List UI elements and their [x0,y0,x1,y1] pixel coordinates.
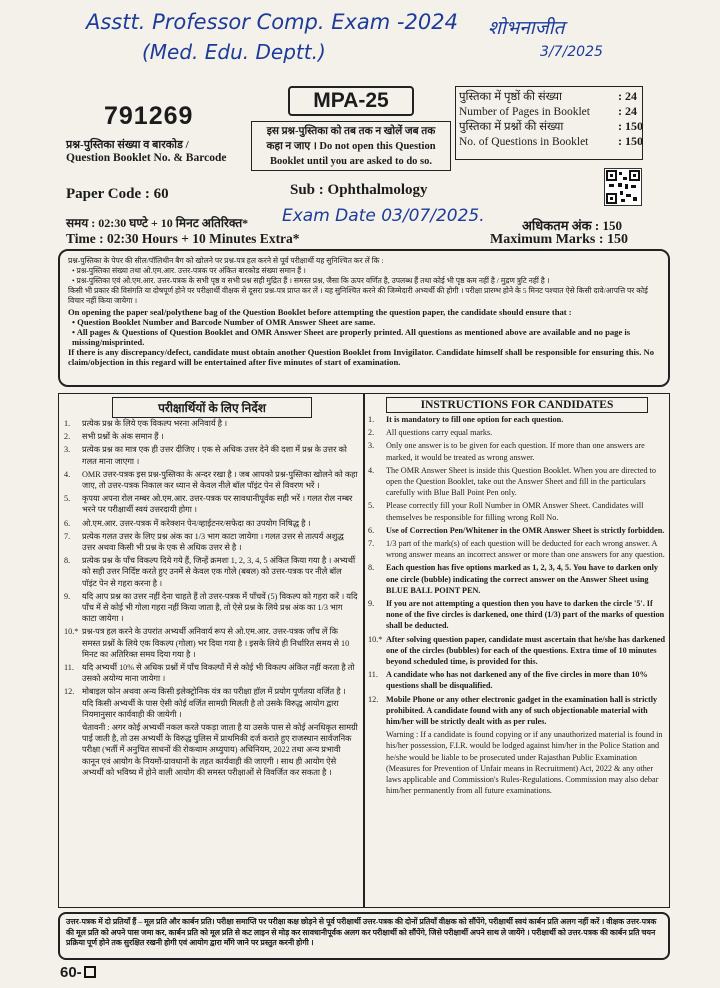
subject: Sub : Ophthalmology [290,182,428,198]
hindi-instruction-item-number: 6. [64,518,71,528]
english-instruction-item [366,440,668,462]
english-instruction-item-number: 3. [368,441,375,451]
english-instruction-item [366,500,668,522]
english-instruction-item-number: 4. [368,465,375,475]
hindi-instruction-item-text: प्रत्येक प्रश्न के लिये एक विकल्प भरना अनिवार्य है । [82,419,228,428]
do-not-open-notice: इस प्रश्न-पुस्तिका को तब तक न खोलें जब तक कहा न जाए । Do not open this Question Booklet until you are asked to do so. [251,121,451,171]
hindi-instruction-item-number: 10.* [64,627,79,637]
hindi-instruction-item [62,431,358,442]
hindi-instruction-item-text: प्रत्येक प्रश्न का मात्र एक ही उत्तर दीजिए । एक से अधिक उत्तर देने की दशा में प्रश्न के उत्तर को गलत माना जाएगा । [82,445,347,466]
hindi-instruction-item-text: ओ.एम.आर. उत्तर-पत्रक में करेक्शन पेन/व्हाईटनर/सफेदा का उपयोग निषिद्ध है । [82,518,311,528]
english-instruction-item-number: 8. [368,563,375,573]
english-instruction-item-number [366,729,386,796]
handwritten-exam-date: Exam Date 03/07/2025. [282,206,485,226]
english-instruction-item-text: It is mandatory to fill one option for each question. [386,415,564,424]
hindi-instruction-item [62,662,358,684]
hindi-instruction-item-number: 1. [64,419,71,428]
english-instruction-item [366,414,668,425]
hindi-instruction-item-text: प्रश्न-पत्र हल करने के उपरांत अभ्यर्थी अनिवार्य रूप से ओ.एम.आर. उत्तर-पत्रक जाँच लें कि समस्त प्रश्नों के लिये एक विकल्प (गोला) भर दिया गया है । इसके लिये ही निर्धारित समय से 10 मिनट का अतिरिक्त समय दिया गया है । [82,627,350,659]
english-instruction-item [366,669,668,691]
hindi-instruction-item-text: चेतावनी : अगर कोई अभ्यर्थी नकल करते पकड़ा जाता है या उसके पास से कोई अनधिकृत सामग्री पाई जाती है, तो उस अभ्यर्थी के विरुद्ध पुलिस में प्राथमिकी दर्ज कराते हुए राजस्थान सार्वजनिक परीक्षा (भर्ती में अनुचित साधनों की रोकथाम अध्युपाय) अधिनियम, 2022 तथा अन्य प्रभावी कानून एवं आयोग के नियमों-प्रावधानों के तहत कार्यवाही की जाएगी । साथ ही आयोग ऐसे अभ्यर्थी को भविष्य में होने वाली आयोग की समस्त परीक्षाओं से विवर्जित कर सकता है । [82,723,358,777]
english-instruction-item-number: 5. [368,501,375,511]
english-instruction-item [366,729,668,796]
english-instruction-item-number: 7. [368,539,375,549]
hindi-instruction-item [62,531,358,553]
english-instruction-item-number: 10.* [368,634,383,644]
notice-english-2: • Question Booklet Number and Barcode Number of OMR Answer Sheet are same. [72,317,376,327]
notice-english-4: If there is any discrepancy/defect, candidate must obtain another Question Booklet from Invigilator. Candidate himself shall be responsible for ensuring this. No claim/objection in this regard will be entertained after five minutes of start of examination. [68,347,655,367]
opening-notice-box [58,249,670,387]
hindi-instruction-item-number: 11. [64,663,74,673]
hindi-instruction-item [62,469,358,491]
english-instruction-item-text: Warning : If a candidate is found copying or if any unauthorized material is found in his/her possession, F.I.R. would be lodged against him/her in the Police Station and he/she would be liable to be prosecuted under Rajasthan Public Examination (Measures for Prevention of Unfair means in Recruitment) Act, 2022 & any other laws applicable and Commission's Rules-Regulations. Commission may also debar him/her permanently from all future examinations. [386,730,663,796]
booklet-counts-values: : 24 : 24 : 150 : 150 [618,89,643,148]
time-hindi: समय : 02:30 घण्टे + 10 मिनट अतिरिक्त* [66,216,249,230]
hindi-instruction-item-text: कृपया अपना रोल नम्बर ओ.एम.आर. उत्तर-पत्रक पर सावधानीपूर्वक सही भरें । गलत रोल नम्बर भरने पर परीक्षार्थी स्वयं उत्तरदायी होगा । [82,494,353,515]
english-instruction-item-number: 2. [368,428,375,438]
handwritten-signature: शोभनाजीत [488,17,565,39]
square-icon [84,966,96,978]
hindi-instruction-item-text: मोबाइल फोन अथवा अन्य किसी इलेक्ट्रोनिक यंत्र का परीक्षा हॉल में प्रयोग पूर्णतया वर्जित है । यदि किसी अभ्यर्थी के पास ऐसी कोई वर्जित सामग्री मिलती है तो उसके विरुद्ध आयोग द्वारा नियमानुसार कार्यवाही की जायेगी । [82,687,346,719]
hindi-instruction-item-number: 9. [64,591,71,601]
booklet-counts-box [455,86,643,160]
english-instruction-item [366,427,668,438]
instructions-list-hindi [62,418,358,780]
hindi-instruction-item-number: 5. [64,494,71,504]
series-code-box [288,86,414,116]
hindi-instruction-item-number: 4. [64,469,71,479]
hindi-instruction-item-number: 12. [64,687,75,697]
notice-english-3: • All pages & Questions of Question Booklet and OMR Answer Sheet are properly printed. All questions as mentioned above are available and no page is missing/misprinted. [72,327,631,347]
hindi-instruction-item [62,555,358,589]
english-instruction-item [366,465,668,499]
english-instruction-item-text: The OMR Answer Sheet is inside this Question Booklet. When you are directed to open the Question Booklet, take out the Answer Sheet and fill in the particulars carefully with Blue Ball Point Pen only. [386,465,656,498]
hindi-instruction-item-text: यदि आप प्रश्न का उत्तर नहीं देना चाहते हैं तो उत्तर-पत्रक में पाँचवें (5) विकल्प को गहरा करें । यदि पाँच में से कोई भी गोला गहरा नहीं किया जाता है, तो ऐसे प्रश्न के लिये प्रश्न अंक का 1/3 भाग काटा जायेगा । [82,591,358,624]
questions-label-english: No. of Questions in Booklet [459,136,589,148]
english-instruction-item-text: Use of Correction Pen/Whitener in the OMR Answer Sheet is strictly forbidden. [386,525,665,535]
pages-label-hindi: पुस्तिका में पृष्ठों की संख्या [459,91,562,103]
english-instruction-item-text: Only one answer is to be given for each question. If more than one answers are marked, it would be treated as wrong answer. [386,441,645,462]
hindi-instruction-item [62,444,358,466]
notice-hindi-1: प्रश्न-पुस्तिका के पेपर की सील/पॉलिथीन बैग को खोलने पर प्रश्न-पत्र हल करने से पूर्व परीक्षार्थी यह सुनिश्चित कर लें कि : [68,256,384,265]
series-code: MPA-25 [313,89,389,112]
instructions-title-hindi: परीक्षार्थियों के लिए निर्देश [112,397,312,418]
english-instruction-item-number: 6. [368,525,375,535]
signature-date: 3/7/2025 [540,44,603,60]
english-instruction-item-number: 12. [368,694,379,704]
pages-label-english: Number of Pages in Booklet [459,106,590,118]
handwritten-exam-title: Asstt. Professor Comp. Exam -2024 [86,10,458,34]
booklet-label-english: Question Booklet No. & Barcode [66,152,227,164]
hindi-instruction-item [62,626,358,660]
hindi-instruction-item [62,686,358,720]
english-instruction-item-text: If you are not attempting a question then you have to darken the circle '5'. If none of the five circles is darkened, one third (1/3) part of the marks of question shall be deducted. [386,599,665,631]
hindi-instruction-item-number: 8. [64,556,71,566]
hindi-instruction-item-number: 7. [64,531,71,541]
hindi-instruction-item-text: यदि अभ्यर्थी 10% से अधिक प्रश्नों में पाँच विकल्पों में से कोई भी विकल्प अंकित नहीं करता है तो उसको अयोग्य माना जायेगा । [82,663,355,684]
hindi-instruction-item [62,418,358,429]
english-instruction-item [366,694,668,728]
instructions-title-english: INSTRUCTIONS FOR CANDIDATES [386,397,648,413]
english-instruction-item-text: 1/3 part of the mark(s) of each question will be deducted for each wrong answer. A wrong answer means an incorrect answer or more than one answers for any question. [386,539,665,560]
english-instruction-item [366,634,668,668]
time-english: Time : 02:30 Hours + 10 Minutes Extra* [66,231,300,246]
hindi-instruction-item-number: 3. [64,445,71,455]
page-code: 60- [60,964,96,981]
max-marks-hindi: अधिकतम अंक : 150 [522,218,622,233]
handwritten-department: (Med. Edu. Deptt.) [142,40,326,64]
notice-hindi-2: • प्रश्न-पुस्तिका संख्या तथा ओ.एम.आर. उत्तर-पत्रक पर अंकित बारकोड संख्या समान हैं । [72,266,306,275]
english-instruction-item-number: 1. [368,415,375,424]
instructions-divider [363,393,365,908]
english-instruction-item-text: A candidate who has not darkened any of the five circles in more than 10% questions shall be disqualified. [386,670,648,691]
english-instruction-item [366,525,668,536]
instructions-list-english [366,414,668,799]
paper-code: Paper Code : 60 [66,186,169,202]
english-instruction-item-text: Mobile Phone or any other electronic gadget in the examination hall is strictly prohibited. A candidate found with any of such objectionable material with him/her will be strictly dealt with as per rules. [386,694,658,727]
hindi-instruction-item-text: प्रत्येक गलत उत्तर के लिए प्रश्न अंक का 1/3 भाग काटा जायेगा । गलत उत्तर से तात्पर्य अशुद्ध उत्तर अथवा किसी भी प्रश्न के एक से अधिक उत्तर से है । [82,531,344,553]
answer-sheet-note-box: उत्तर-पत्रक में दो प्रतियाँ हैं – मूल प्रति और कार्बन प्रति। परीक्षा समाप्ति पर परीक्षा कक्ष छोड़ने से पूर्व परीक्षार्थी उत्तर-पत्रक की दोनों प्रतियाँ वीक्षक को सौंपेंगे, परीक्षार्थी स्वयं कार्बन प्रति अलग नहीं करें । वीक्षक उत्तर-पत्रक की मूल प्रति को अपने पास जमा कर, कार्बन प्रति को मूल प्रति से कट लाइन से मोड़ कर सावधानीपूर्वक अलग कर परीक्षार्थी को सौंपेंगे, जिसे परीक्षार्थी अपने साथ ले जायेंगे । परीक्षार्थी को उत्तर-पत्रक की कार्बन प्रति चयन प्रक्रिया पूर्ण होने तक सुरक्षित रखनी होगी एवं आयोग द्वारा माँगे जाने पर प्रस्तुत करनी होगी । [58,912,670,960]
hindi-instruction-item [62,493,358,515]
notice-hindi-3: • प्रश्न-पुस्तिका एवं ओ.एम.आर. उत्तर-पत्रक के सभी पृष्ठ व सभी प्रश्न सही मुद्रित हैं । समस्त प्रश्न, जैसा कि ऊपर वर्णित है, उपलब्ध हैं तथा कोई भी पृष्ठ कम नहीं है / मुद्रण त्रुटि नहीं है । [72,276,550,285]
questions-label-hindi: पुस्तिका में प्रश्नों की संख्या [459,121,564,133]
english-instruction-item-text: Each question has five options marked as 1, 2, 3, 4, 5. You have to darken only one circle (bubble) indicating the correct answer on the Answer Sheet using BLUE BALL POINT PEN. [386,563,658,595]
hindi-instruction-item-text: OMR उत्तर-पत्रक इस प्रश्न-पुस्तिका के अन्दर रखा है । जब आपको प्रश्न-पुस्तिका खोलने को कहा जाए, तो उत्तर-पत्रक निकाल कर ध्यान से केवल नीले बॉल पॉइंट पेन से विवरण भरें । [82,469,358,491]
hindi-instruction-item [62,722,358,778]
qr-code [604,168,642,206]
english-instruction-item [366,538,668,560]
english-instruction-item-text: After solving question paper, candidate must ascertain that he/she has darkened one of the circles (bubbles) for each of the questions. Extra time of 10 minutes beyond scheduled time, is provided for this. [386,634,666,667]
notice-english-1: On opening the paper seal/polythene bag of the Question Booklet before attempting the question paper, the candidate should ensure that : [68,307,572,317]
booklet-label-hindi: प्रश्न-पुस्तिका संख्या व बारकोड / [66,139,189,151]
notice-hindi-4: किसी भी प्रकार की विसंगति या दोषपूर्ण होने पर परीक्षार्थी वीक्षक से दूसरा प्रश्न-पत्र प्राप्त कर लें । यह सुनिश्चित करने की जिम्मेदारी अभ्यर्थी की होगी । परीक्षा प्रारम्भ होने के 5 मिनट पश्चात ऐसे किसी दावे/आपत्ति पर कोई विचार नहीं किया जायेगा । [68,286,648,305]
booklet-number: 791269 [104,102,194,130]
hindi-instruction-item-text: सभी प्रश्नों के अंक समान हैं । [82,432,164,442]
hindi-instruction-item [62,518,358,529]
hindi-instruction-item-number [62,722,82,778]
english-instruction-item-text: Please correctly fill your Roll Number in OMR Answer Sheet. Candidates will themselves be responsible for filling wrong Roll No. [386,501,644,522]
english-instruction-item [366,562,668,596]
hindi-instruction-item [62,591,358,625]
english-instruction-item [366,598,668,632]
hindi-instruction-item-number: 2. [64,432,71,442]
english-instruction-item-number: 9. [368,599,375,609]
max-marks-english: Maximum Marks : 150 [490,232,629,247]
english-instruction-item-text: All questions carry equal marks. [386,428,493,438]
hindi-instruction-item-text: प्रत्येक प्रश्न के पाँच विकल्प दिये गये हैं, जिन्हें क्रमशः 1, 2, 3, 4, 5 अंकित किया गया है । अभ्यर्थी को सही उत्तर निर्दिष्ट करते हुए उनमें से केवल एक गोले (बबल) को उत्तर-पत्रक पर नीले बॉल पॉइंट पेन से गहरा करना है । [82,556,356,588]
english-instruction-item-number: 11. [368,670,378,680]
